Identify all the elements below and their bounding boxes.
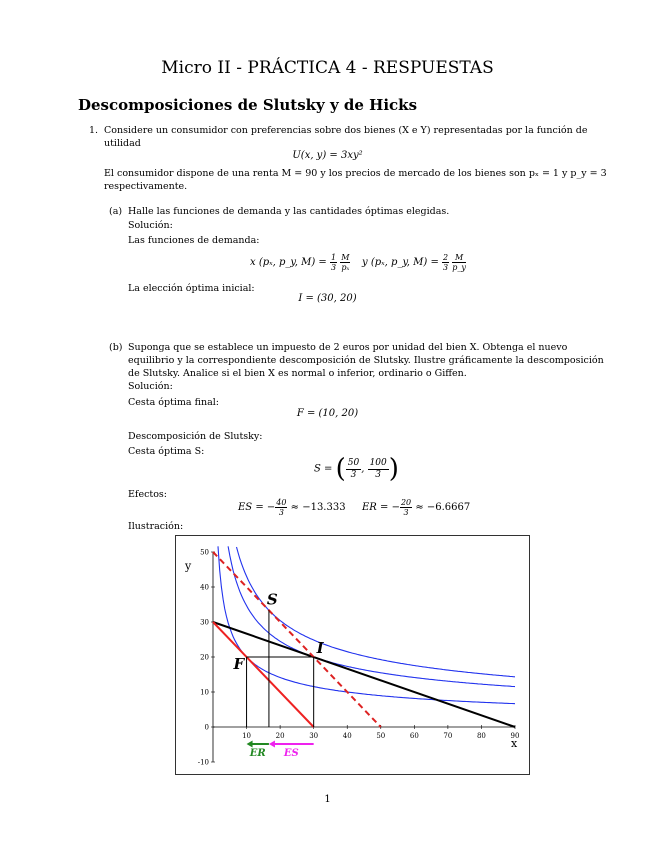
problem-intro-line2: utilidad bbox=[104, 138, 141, 149]
x-tick-label: 20 bbox=[275, 732, 285, 740]
point-label-f: F bbox=[233, 655, 245, 673]
part-b-question-line1: Suponga que se establece un impuesto de 2 euros por unidad del bien X. Obtenga el nuevo bbox=[128, 342, 568, 353]
problem-intro-line1: Considere un consumidor con preferencias sobre dos bienes (X e Y) representadas por la función de bbox=[104, 125, 588, 136]
page-title: Micro II - PRÁCTICA 4 - RESPUESTAS bbox=[161, 58, 494, 78]
effects-label: Efectos: bbox=[128, 489, 168, 500]
demand-x-ratio bbox=[340, 253, 350, 272]
es-num: 40 bbox=[276, 498, 287, 507]
basket-s-den1: 3 bbox=[350, 469, 357, 480]
es-frac bbox=[275, 498, 287, 517]
point-label-i: I bbox=[316, 639, 324, 657]
y-tick-label: 0 bbox=[204, 723, 209, 732]
part-b-solucion: Solución: bbox=[128, 381, 173, 392]
slutsky-chart bbox=[175, 535, 530, 775]
initial-choice-equation: I = (30, 20) bbox=[298, 293, 357, 304]
problem-income-line1: El consumidor dispone de una renta M = 90 y los precios de mercado de los bienes son pₓ = 1 y p_y = 3 bbox=[104, 168, 607, 179]
utility-equation: U(x, y) = 3xy² bbox=[292, 150, 363, 161]
er-den: 3 bbox=[403, 508, 409, 517]
x-axis-label: x bbox=[511, 737, 518, 750]
demand-y-lhs: y (pₓ, p_y, M) = bbox=[362, 257, 439, 268]
er-lhs: ER = − bbox=[362, 502, 400, 513]
y-axis-label: y bbox=[185, 559, 192, 573]
er-num: 20 bbox=[400, 498, 412, 507]
point-label-s: S bbox=[266, 590, 278, 609]
final-basket-label: Cesta óptima final: bbox=[128, 397, 219, 408]
y-tick-label: 10 bbox=[200, 688, 209, 697]
initial-choice-label: La elección óptima inicial: bbox=[128, 283, 255, 294]
demand-y-num1: 2 bbox=[443, 253, 449, 262]
es-lhs: ES = − bbox=[238, 502, 276, 513]
substitution-effect-equation bbox=[238, 498, 346, 517]
demand-x-den1: 3 bbox=[331, 263, 337, 272]
part-b-question-line2: equilibrio y la correspondiente descomposición de Slutsky. Ilustre gráficamente la descomposición bbox=[128, 355, 604, 366]
x-tick-label: 40 bbox=[342, 732, 352, 740]
demand-y-equation bbox=[362, 253, 466, 272]
demand-y-coef bbox=[442, 253, 449, 272]
x-tick-label: 90 bbox=[510, 732, 520, 740]
basket-s-num2: 100 bbox=[369, 457, 387, 468]
basket-s-x bbox=[346, 458, 361, 481]
basket-s-den2: 3 bbox=[375, 469, 382, 480]
problem-number: 1. bbox=[89, 125, 99, 136]
demand-y-ratio bbox=[452, 253, 466, 272]
effect-label-es: ES bbox=[283, 748, 299, 759]
es-den: 3 bbox=[278, 508, 284, 517]
x-tick-label: 50 bbox=[376, 732, 386, 740]
basket-s-label: Cesta óptima S: bbox=[128, 446, 205, 457]
illustration-label: Ilustración: bbox=[128, 521, 184, 532]
part-b-question-line3: de Slutsky. Analice si el bien X es normal o inferior, ordinario o Giffen. bbox=[128, 368, 467, 379]
income-effect-equation bbox=[362, 498, 470, 517]
page-number: 1 bbox=[324, 794, 331, 805]
part-a-solucion: Solución: bbox=[128, 220, 173, 231]
x-tick-label: 70 bbox=[443, 732, 453, 740]
part-b-label: (b) bbox=[109, 342, 123, 353]
demand-x-equation bbox=[250, 253, 350, 272]
x-tick-label: 30 bbox=[309, 732, 319, 740]
er-frac bbox=[400, 498, 412, 517]
demand-x-coef bbox=[330, 253, 337, 272]
slutsky-decomposition-label: Descomposición de Slutsky: bbox=[128, 431, 263, 442]
basket-s-y bbox=[368, 458, 389, 481]
effect-label-er: ER bbox=[249, 748, 266, 759]
demand-x-num2: M bbox=[341, 253, 350, 262]
y-tick-label: -10 bbox=[197, 758, 209, 767]
part-a-question: Halle las funciones de demanda y las cantidades óptimas elegidas. bbox=[128, 206, 450, 217]
x-tick-label: 60 bbox=[409, 732, 419, 740]
demand-y-den2: p_y bbox=[452, 263, 466, 272]
x-tick-label: 80 bbox=[476, 732, 486, 740]
demand-x-lhs: x (pₓ, p_y, M) = bbox=[250, 257, 327, 268]
section-heading: Descomposiciones de Slutsky y de Hicks bbox=[78, 96, 418, 114]
problem-income-line2: respectivamente. bbox=[104, 181, 188, 192]
demand-x-num1: 1 bbox=[331, 253, 337, 262]
demand-x-den2: pₓ bbox=[341, 263, 350, 272]
demand-y-num2: M bbox=[452, 253, 466, 263]
demand-functions-label: Las funciones de demanda: bbox=[128, 235, 260, 246]
basket-s-lhs: S = bbox=[314, 463, 333, 475]
demand-y-den1: 3 bbox=[443, 263, 449, 272]
basket-s-equation: S = ( $\frac{50}{3}$ , $\frac{100}{3}$ ) bbox=[314, 454, 399, 484]
y-tick-label: 50 bbox=[200, 548, 209, 557]
final-basket-equation: F = (10, 20) bbox=[296, 408, 359, 419]
part-a-label: (a) bbox=[109, 206, 123, 217]
basket-s-num1: 50 bbox=[347, 457, 360, 468]
es-approx: ≈ −13.333 bbox=[290, 502, 346, 513]
er-approx: ≈ −6.6667 bbox=[415, 502, 471, 513]
y-tick-label: 40 bbox=[200, 583, 209, 592]
y-tick-label: 30 bbox=[200, 618, 209, 627]
y-tick-label: 20 bbox=[200, 653, 209, 662]
x-tick-label: 10 bbox=[242, 732, 252, 740]
